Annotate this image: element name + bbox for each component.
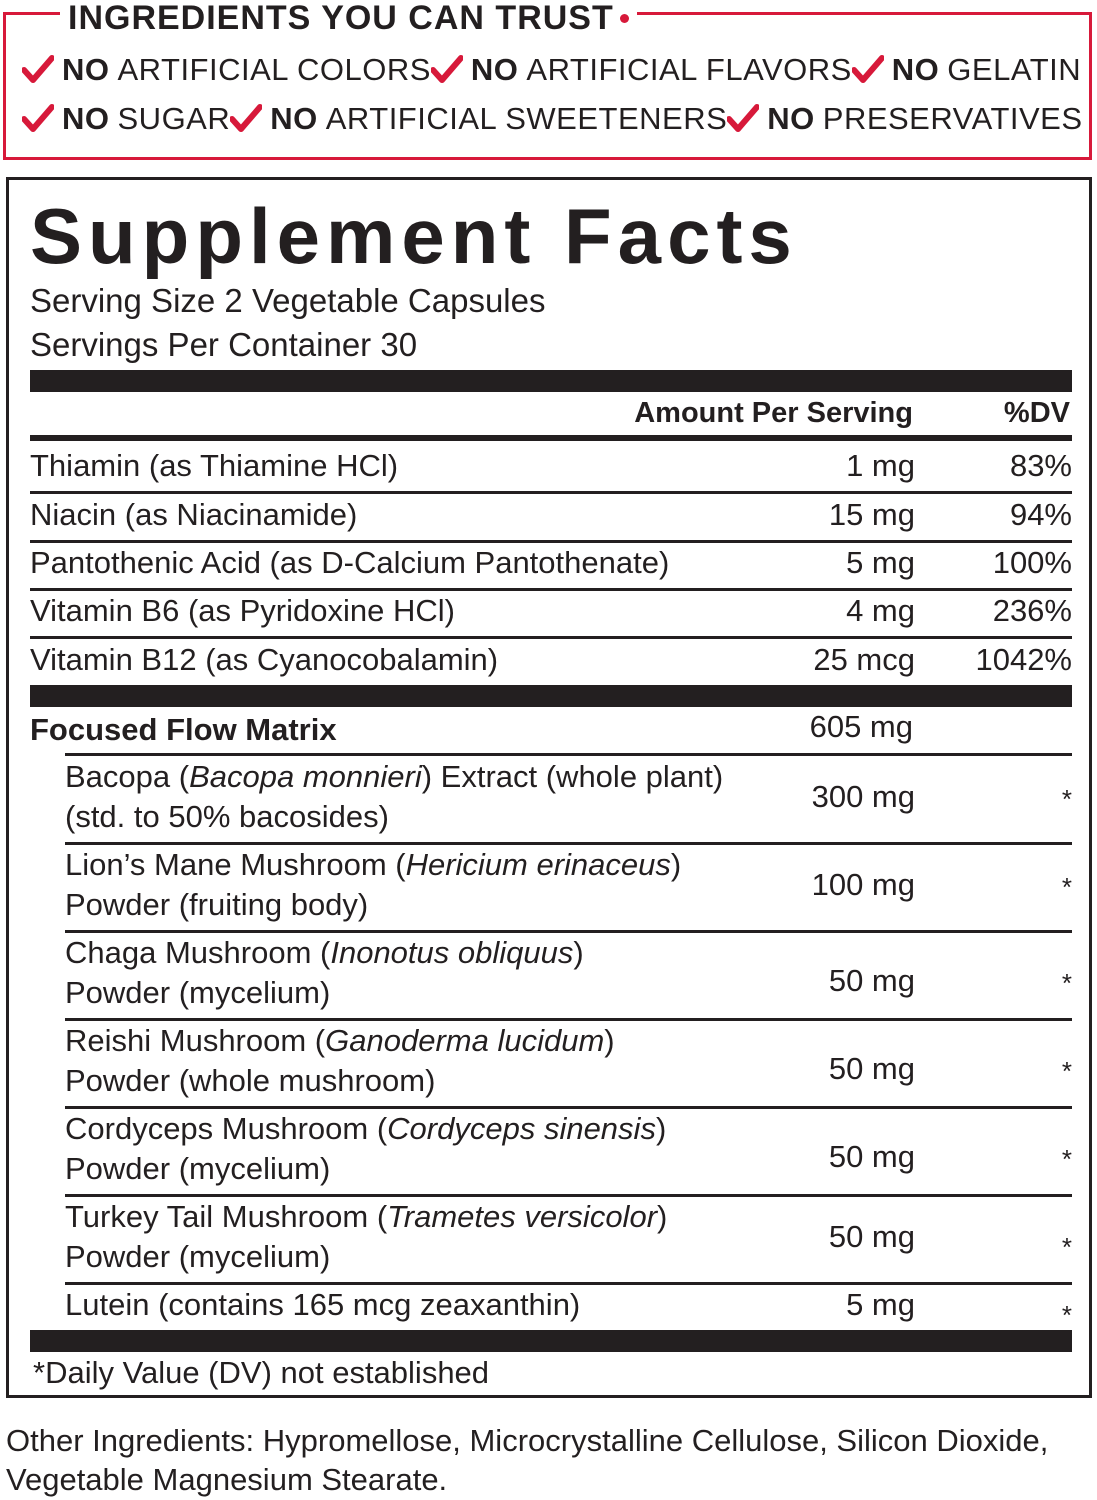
ingredient-name [65,1021,615,1101]
ingredient-dv: * [1061,1300,1072,1330]
blend-ingredient [65,845,1072,929]
nutrient-amount: 5 mg [846,545,915,580]
ingredient-amount: 100 mg [811,867,915,902]
blend-name: Focused Flow Matrix [30,712,337,747]
ingredient-line1 [65,933,584,973]
ingredient-amount: 5 mg [846,1287,915,1322]
medium-divider [30,435,1072,441]
nutrient-name: Vitamin B6 (as Pyridoxine HCl) [30,593,455,628]
trust-claim-text: ARTIFICIAL COLORS [117,52,431,87]
ingredient-dv: * [1061,1144,1072,1174]
ingredient-line1-pre: Reishi Mushroom ( [65,1023,326,1058]
ingredient-line1-post: ) [670,847,682,882]
ingredient-line1-post: ) Extract (whole plant) [421,759,724,794]
ingredient-line2: Powder (mycelium) [65,1151,331,1186]
ingredient-line1-pre: Chaga Mushroom ( [65,935,331,970]
trust-claim-no: NO [62,52,110,87]
thick-divider [30,685,1072,707]
nutrient-dv: 1042% [975,642,1072,677]
dv-footnote: *Daily Value (DV) not established [33,1355,490,1390]
ingredient-line1 [65,1285,580,1325]
trust-claim [431,52,852,88]
nutrient-dv: 94% [1009,497,1072,532]
blend-ingredient [65,1109,1072,1193]
trust-claim [230,101,727,137]
ingredient-line1-post: ) [604,1023,615,1058]
blend-ingredient [65,933,1072,1017]
checkmark-icon [22,104,54,134]
nutrient-dv: 100% [992,545,1072,580]
header-amount-per-serving: Amount Per Serving [634,397,913,429]
ingredient-dv: * [1061,1232,1072,1262]
nutrient-dv: 83% [1009,448,1072,483]
trust-claim-no: NO [470,52,519,87]
trust-claim-no: NO [767,101,815,136]
nutrient-row [30,545,1072,585]
blend-ingredient [65,1285,1072,1329]
nutrient-amount: 25 mcg [813,642,915,677]
checkmark-icon [22,55,54,85]
facts-title: Supplement Facts [30,192,798,280]
nutrient-row [30,497,1072,537]
ingredients-trust-box [3,0,1092,160]
blend-amount: 605 mg [809,709,913,744]
trust-row-1 [22,52,1082,88]
ingredient-latin: Cordyceps sinensis [387,1111,656,1146]
trust-claim-no: NO [62,101,110,136]
ingredient-name [65,1285,580,1325]
checkmark-icon [727,104,759,134]
ingredient-dv: * [1061,872,1072,902]
ingredient-amount: 50 mg [828,1139,915,1174]
ingredient-dv: * [1061,968,1072,998]
trust-claim-no: NO [270,101,318,136]
ingredient-name [65,845,681,925]
ingredient-line1-pre: Cordyceps Mushroom ( [65,1111,388,1146]
thick-divider [30,370,1072,392]
trust-claim-no: NO [891,52,940,87]
row-divider [30,540,1072,543]
header-dv: %DV [1003,397,1070,429]
ingredient-line2: Powder (mycelium) [65,1239,331,1274]
supplement-facts-panel [6,177,1092,1398]
ingredient-line1-pre: Turkey Tail Mushroom ( [65,1199,388,1234]
ingredient-line1-post: ) [655,1111,667,1146]
nutrient-name: Niacin (as Niacinamide) [30,497,358,532]
trust-claim-text: PRESERVATIVES [822,101,1083,136]
ingredient-amount: 300 mg [811,779,915,814]
row-divider [30,588,1072,591]
nutrient-amount: 1 mg [846,448,915,483]
ingredient-line1-pre: Lutein (contains 165 mcg zeaxanthin) [65,1287,581,1322]
ingredient-line1 [65,845,681,885]
thick-divider [30,1330,1072,1352]
trust-title-text: INGREDIENTS YOU CAN TRUST [68,0,614,37]
ingredient-line2: Powder (fruiting body) [65,887,369,922]
ingredient-line1-post: ) [573,935,584,970]
ingredient-name [65,933,584,1013]
blend-ingredient [65,1197,1072,1281]
servings-per-container: Servings Per Container 30 [30,326,418,363]
red-dot-icon [620,14,629,23]
ingredient-latin: Inonotus obliquus [330,935,574,970]
trust-row-2 [22,101,1083,137]
blend-ingredient [65,757,1072,841]
ingredient-name [65,1109,666,1189]
trust-claim-text: GELATIN [947,52,1082,87]
ingredient-line1 [65,757,723,797]
nutrient-amount: 4 mg [846,593,915,628]
ingredient-name [65,757,723,837]
blend-ingredient [65,1021,1072,1105]
nutrient-name: Thiamin (as Thiamine HCl) [30,448,399,483]
row-divider [30,636,1072,639]
ingredient-dv: * [1061,784,1072,814]
nutrient-row [30,642,1072,682]
ingredient-amount: 50 mg [828,963,915,998]
ingredient-line1 [65,1021,615,1061]
nutrient-dv: 236% [992,593,1072,628]
trust-claim-text: ARTIFICIAL FLAVORS [526,52,852,87]
ingredient-latin: Ganoderma lucidum [325,1023,605,1058]
nutrient-row [30,593,1072,633]
checkmark-icon [230,104,262,134]
ingredient-dv: * [1061,1056,1072,1086]
ingredient-latin: Trametes versicolor [387,1199,658,1234]
trust-claim-text: SUGAR [117,101,231,136]
ingredient-line1-pre: Lion’s Mane Mushroom ( [65,847,406,882]
ingredient-line1 [65,1109,666,1149]
ingredient-amount: 50 mg [828,1219,915,1254]
ingredient-line1-pre: Bacopa ( [65,759,190,794]
trust-claim [22,101,230,137]
row-divider [30,491,1072,494]
other-ingredients: Other Ingredients: Hypromellose, Microcrystalline Cellulose, Silicon Dioxide, Vegetable Magnesium Stearate. [6,1423,1049,1497]
ingredient-line1 [65,1197,667,1237]
trust-claim-text: ARTIFICIAL SWEETENERS [325,101,728,136]
trust-claim [22,52,431,88]
nutrient-name: Pantothenic Acid (as D-Calcium Pantothenate) [30,545,670,580]
ingredient-line1-post: ) [657,1199,668,1234]
ingredient-amount: 50 mg [828,1051,915,1086]
nutrient-row [30,448,1072,488]
trust-claim [727,101,1082,137]
ingredient-line2: Powder (mycelium) [65,975,331,1010]
ingredient-line2: (std. to 50% bacosides) [65,799,389,834]
trust-claim [852,52,1081,88]
ingredient-latin: Bacopa monnieri [189,759,422,794]
ingredient-name [65,1197,667,1277]
checkmark-icon [431,55,463,85]
checkmark-icon [852,55,884,85]
trust-title [60,1,637,35]
serving-size: Serving Size 2 Vegetable Capsules [30,282,546,319]
ingredient-latin: Hericium erinaceus [405,847,671,882]
row-divider [65,753,1072,756]
nutrient-amount: 15 mg [828,497,915,532]
ingredient-line2: Powder (whole mushroom) [65,1063,436,1098]
nutrient-name: Vitamin B12 (as Cyanocobalamin) [30,642,499,677]
